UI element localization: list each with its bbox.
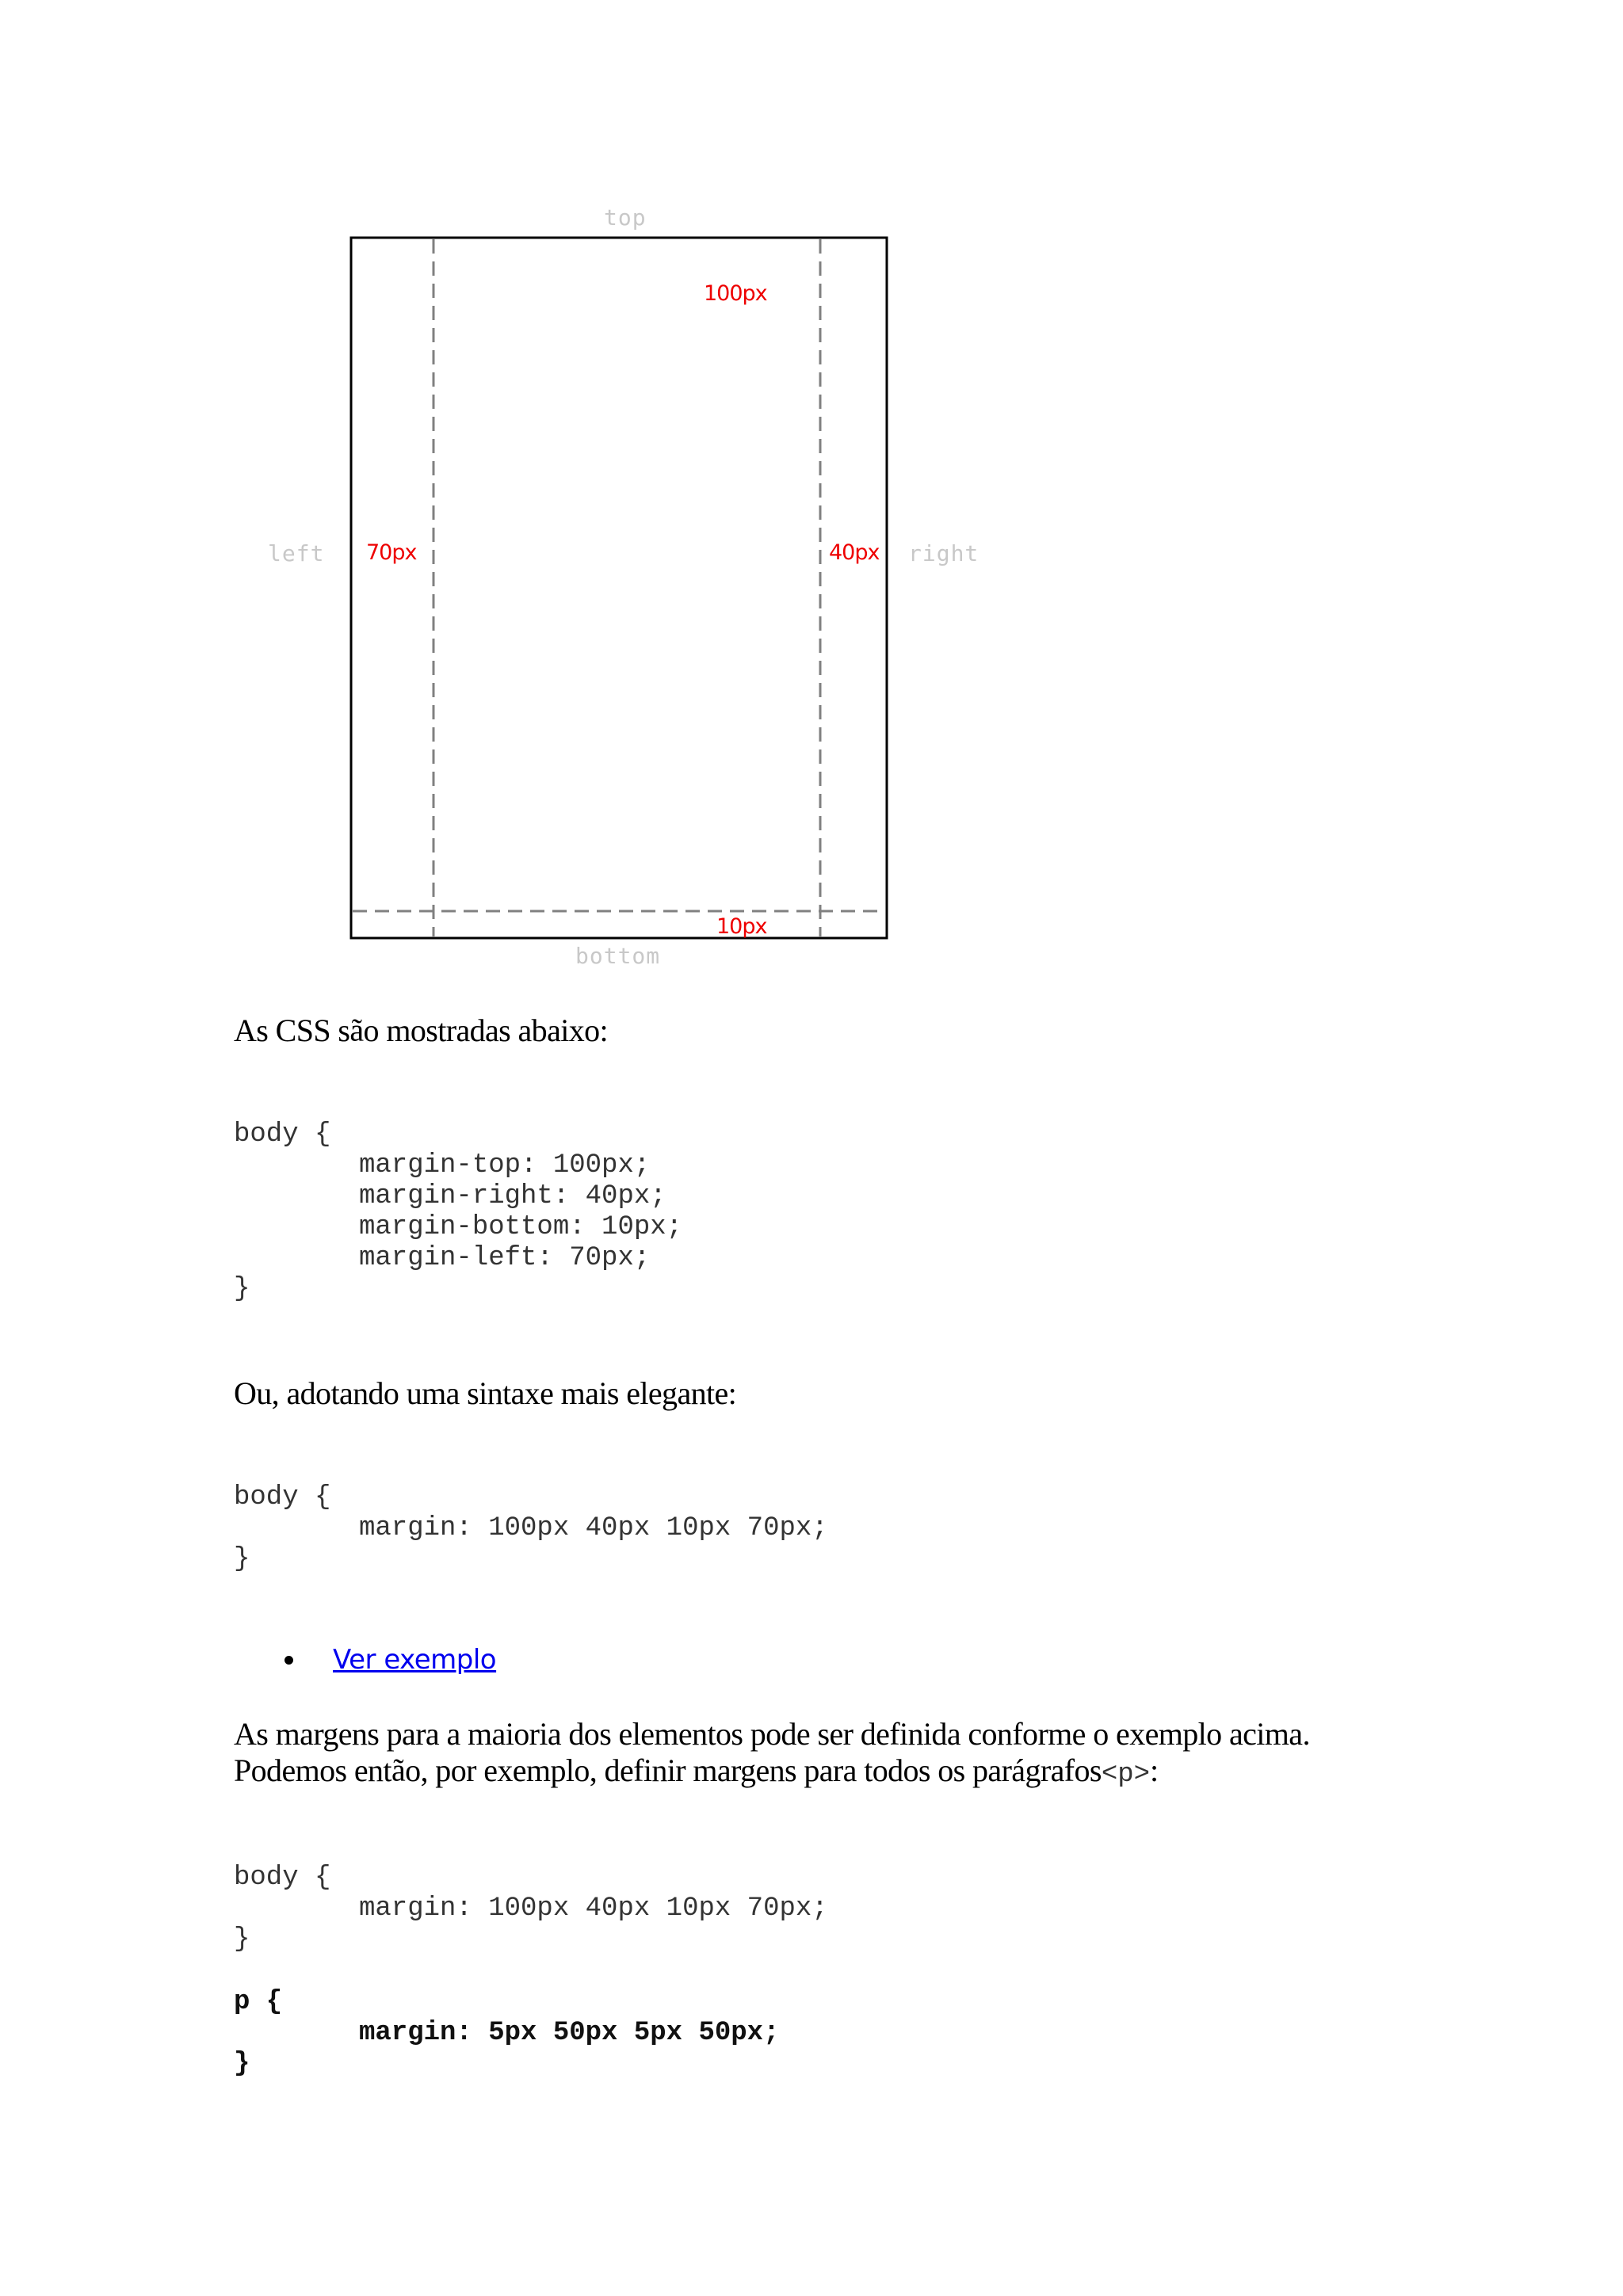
label-right: right xyxy=(908,540,980,566)
code-block-body-margin xyxy=(234,1863,828,1955)
paragraph-text: Podemos então, por exemplo, definir margens para todos os parágrafos xyxy=(234,1753,1102,1788)
code-line: p { xyxy=(234,1987,283,2017)
code-line: } xyxy=(234,1274,250,1304)
code-line: } xyxy=(234,1544,250,1574)
paragraph-css-intro: As CSS são mostradas abaixo: xyxy=(234,1013,609,1048)
code-line: margin-bottom: 10px; xyxy=(359,1212,683,1242)
value-right: 40px xyxy=(829,540,880,565)
ver-exemplo-link[interactable]: Ver exemplo xyxy=(333,1644,497,1676)
code-line: } xyxy=(234,1924,250,1955)
label-bottom: bottom xyxy=(575,943,661,969)
inline-code-p-tag: <p> xyxy=(1101,1760,1151,1790)
code-line: margin-right: 40px; xyxy=(359,1181,666,1211)
paragraph-line xyxy=(234,1753,1310,1793)
code-line: margin: 100px 40px 10px 70px; xyxy=(359,1513,828,1543)
code-line: } xyxy=(234,2049,250,2079)
code-block-p-margin xyxy=(234,1987,780,2080)
value-left: 70px xyxy=(366,540,417,565)
paragraph-margins-elements xyxy=(234,1716,1310,1793)
bullet-icon xyxy=(285,1656,293,1665)
code-line: body { xyxy=(234,1482,331,1512)
body-box xyxy=(351,238,887,938)
code-block-longhand xyxy=(234,1119,682,1305)
margin-diagram xyxy=(0,0,1623,982)
list-item xyxy=(281,1642,496,1678)
code-block-shorthand xyxy=(234,1482,828,1575)
code-line: margin-top: 100px; xyxy=(359,1150,651,1180)
example-link-list xyxy=(281,1642,496,1678)
label-top: top xyxy=(604,204,647,231)
paragraph-line: As margens para a maioria dos elementos pode ser definida conforme o exemplo acima. xyxy=(234,1716,1310,1752)
value-top: 100px xyxy=(704,281,767,306)
paragraph-shorthand-intro: Ou, adotando uma sintaxe mais elegante: xyxy=(234,1375,737,1411)
value-bottom: 10px xyxy=(716,914,767,939)
paragraph-text: : xyxy=(1150,1753,1159,1788)
code-line: body { xyxy=(234,1863,331,1893)
label-left: left xyxy=(268,540,325,566)
code-line: body { xyxy=(234,1119,331,1150)
code-line: margin-left: 70px; xyxy=(359,1243,651,1273)
code-line: margin: 100px 40px 10px 70px; xyxy=(359,1894,828,1924)
code-line: margin: 5px 50px 5px 50px; xyxy=(359,2018,780,2048)
margin-diagram-graphic xyxy=(0,0,1623,982)
